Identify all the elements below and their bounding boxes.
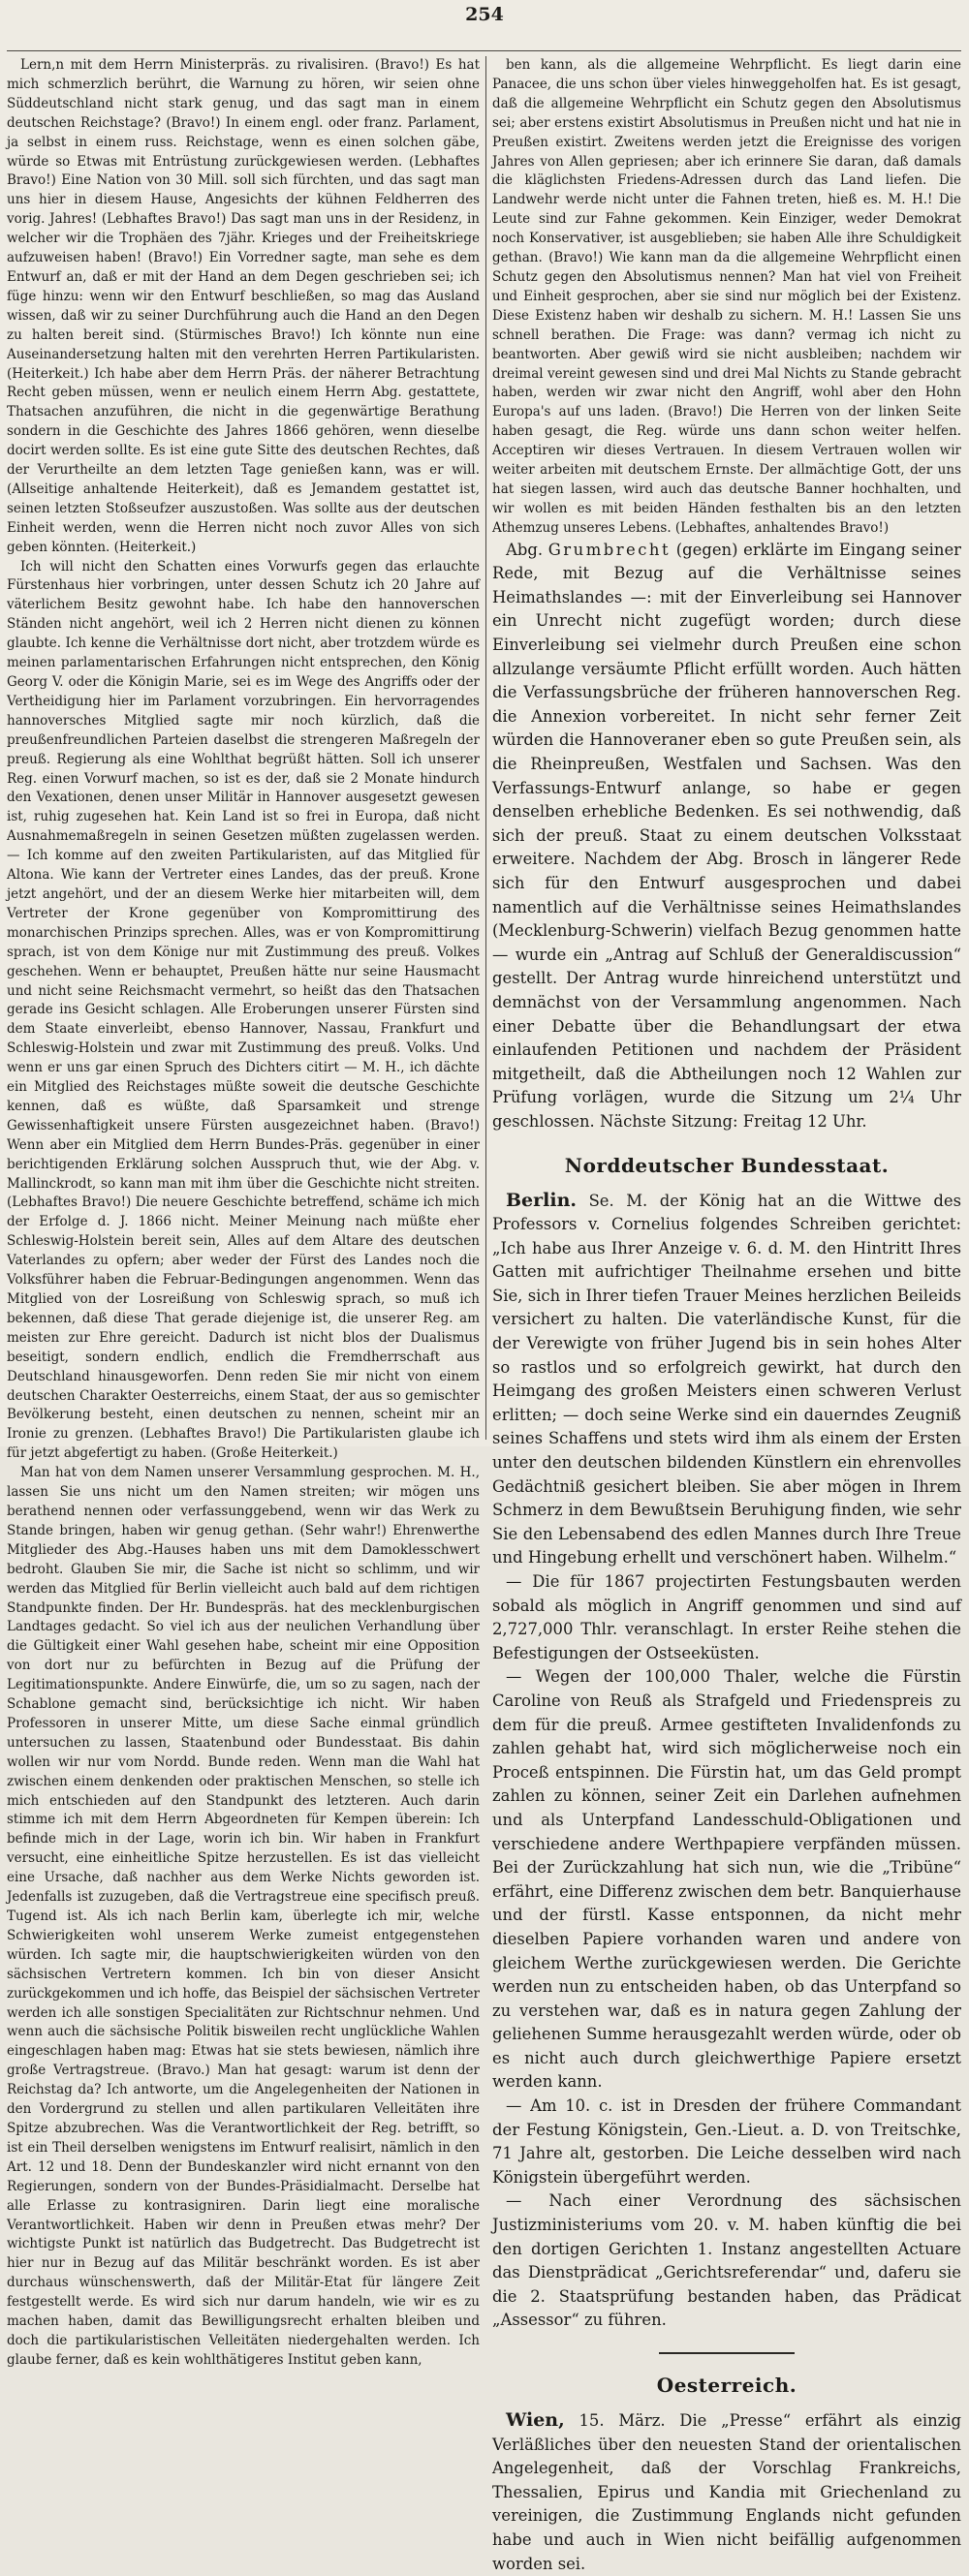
berlin-dateline: Berlin. bbox=[506, 1189, 578, 1211]
grumbrecht-name: Grumbrecht bbox=[547, 540, 672, 559]
wien-text: 15. März. Die „Presse“ erfährt als einzig Verläßliches über den neuesten Stand der orientalischen Angelegenheit, daß der Vorschlag Frankreichs, Thessalien, Epirus und Kandia mit Griechenland zu vereinigen, die Zustimmung Englands nicht gefunden habe und auch in Wien nicht beifällig aufgenommen worden sei. bbox=[492, 2411, 961, 2573]
speech-paragraph-1: Lern,n mit dem Herrn Ministerpräs. zu rivalisiren. (Bravo!) Es hat mich schmerzlich berührt, die Warnung zu hören, wir seien ohne Süddeutschland nicht stark genug, und das sagt man in einem deutschen Reichstage? (Bravo!) In einem engl. oder franz. Parlament, ja selbst in einem russ. Reichstage, wenn es einen solchen gäbe, würde so Etwas mit Entrüstung zurückgewiesen werden. (Lebhaftes Bravo!) Eine Nation von 30 Mill. soll sich fürchten, und das sagt man uns hier in diesem Hause, Angesichts der kühnen Feldherren des vorig. Jahres! (Lebhaftes Bravo!) Das sagt man uns in der Residenz, in welcher wir die Trophäen des 7jähr. Krieges und der Freiheitskriege aufzuweisen haben! (Bravo!) Ein Vorredner sagte, man sehe es dem Entwurf an, daß er mit der Hand an dem Degen geschrieben sei; ich füge hinzu: wenn wir den Entwurf beschließen, so mag das Ausland wissen, daß wir zu seiner Durchführung auch die Hand an den Degen zu halten bereit sind. (Stürmisches Bravo!) Ich könnte nun eine Auseinandersetzung halten mit den verehrten Herren Partikularisten. (Heiterkeit.) Ich habe aber dem Herrn Präs. der näherer Betrachtung Recht geben müssen, wenn er neulich einem Herrn Abg. gestattete, Thatsachen anzuführen, die nicht in die gegenwärtige Berathung sondern in die Geschichte des Jahres 1866 gehören, wenn dieselbe docirt werden sollte. Es ist eine gute Sitte des deutschen Rechtes, daß der Verurtheilte an dem letzten Tage genießen kann, was er will. (Allseitige anhaltende Heiterkeit), daß es Jemandem gestattet ist, seinen letzten Stoßseufzer auszustoßen. Was sollte aus der deutschen Einheit werden, wenn die Herren nicht noch zuvor Alles von sich geben könnten. (Heiterkeit.) bbox=[7, 57, 480, 555]
header-rule bbox=[7, 50, 961, 51]
grumbrecht-text: (gegen) erklärte im Eingang seiner Rede, mit Bezug auf die Verhältnisse seines Heimathslandes —: mit der Einverleibung sei Hannover ein Unrecht nicht zugefügt worden; durch diese Einverleibung sei vielmehr durch Preußen eine schon allzulange versäumte Pflicht erfüllt worden. Auch hätten die Verfassungsbrüche der früheren hannoverschen Reg. die Annexion vorbereitet. In nicht sehr ferner Zeit würden die Hannoveraner eben so gute Preußen sein, als die Rheinpreußen, Westfalen und Sachsen. Was den Verfassungs-Entwurf anlange, so habe er gegen denselben erhebliche Bedenken. Es sei nothwendig, daß sich der preuß. Staat zu einem deutschen Volksstaat erweitere. Nachdem der Abg. Brosch in längerer Rede sich für den Entwurf ausgesprochen und dabei namentlich auf die Verhältnisse seines Heimathslandes (Mecklenburg-Schwerin) vielfach Bezug genommen hatte — wurde ein „Antrag auf Schluß der Generaldiscussion“ gestellt. Der Antrag wurde hinreichend unterstützt und demnächst von der Versammlung angenommen. Nach einer Debatte über die Behandlungsart der etwa einlaufenden Petitionen und nachdem der Präsident mitgetheilt, daß die Abtheilungen noch 12 Wahlen zur Prüfung vorlägen, wurde die Sitzung um 2¼ Uhr geschlossen. Nächste Sitzung: Freitag 12 Uhr. bbox=[492, 540, 961, 1131]
berlin-text-4: — Am 10. c. ist in Dresden der frühere Commandant der Festung Königstein, Gen.-Lieut. a. D. von Treitschke, 71 Jahre alt, gestorben. Die Leiche desselben wird nach Königstein übergeführt werden. bbox=[492, 2096, 961, 2187]
right-column bbox=[492, 56, 961, 2573]
grumbrecht-report bbox=[492, 539, 961, 1134]
left-column bbox=[7, 56, 480, 2368]
column-divider bbox=[485, 56, 486, 1440]
wien-dateline: Wien, bbox=[506, 2409, 565, 2431]
berlin-text-5: — Nach einer Verordnung des sächsischen Justizministeriums vom 20. v. M. haben künftig die bei den dortigen Gerichten 1. Instanz angestellten Actuare das Dienstprädicat „Gerichtsreferendar“ und, daferu sie die 2. Staatsprüfung bestanden haben, das Prädicat „Assessor“ zu führen. bbox=[492, 2191, 961, 2330]
speech-paragraph-3: Man hat von dem Namen unserer Versammlung gesprochen. M. H., lassen Sie uns nicht um den Namen streiten; wir mögen uns berathend nennen oder verfassunggebend, wenn wir das Werk zu Stande bringen, haben wir genug gethan. (Sehr wahr!) Ehrenwerthe Mitglieder des Abg.-Hauses haben uns mit dem Damoklesschwert bedroht. Glauben Sie mir, die Sache ist nicht so schlimm, und wir werden das Mitglied für Berlin vielleicht auch bald auf dem richtigen Standpunkte finden. Der Hr. Bundespräs. hat des mecklenburgischen Landtages gedacht. So viel ich aus der neulichen Verhandlung über die Gültigkeit einer Wahl gesehen habe, scheint mir eine Opposition von dort nur zu befürchten in Bezug auf die Prüfung der Legitimationspunkte. Andere Einwürfe, die, um so zu sagen, nach der Schablone gemacht sind, berücksichtige ich nicht. Wir haben Professoren in unserer Mitte, um diese Sache einmal gründlich untersuchen zu lassen, Staatenbund oder Bundesstaat. Bis dahin wollen wir nur vom Nordd. Bunde reden. Wenn man die Wahl hat zwischen einem denkenden oder praktischen Menschen, so stelle ich mich entschieden auf den Standpunkt des letzteren. Auch darin stimme ich mit dem Herrn Abgeordneten für Kempen überein: Ich befinde mich in der Lage, worin ich bin. Wir haben in Frankfurt versucht, eine einheitliche Spitze herzustellen. Es ist das vielleicht eine Ursache, daß nachher aus dem Werke Nichts geworden ist. Jedenfalls ist zuzugeben, daß die Vertragstreue eine specifisch preuß. Tugend ist. Als ich nach Berlin kam, überlegte ich mir, welche Schwierigkeiten wohl unserem Werke zumeist entgegenstehen würden. Ich sagte mir, die hauptschwierigkeiten würden von den sächsischen Vertretern kommen. Ich bin von dieser Ansicht zurückgekommen und ich hoffe, das Beispiel der sächsischen Vertreter werden ich alle sonstigen Specialitäten zur Richtschnur nehmen. Und wenn auch die sächsische Politik bisweilen recht unglückliche Wahlen eingeschlagen haben mag: Etwas hat sie stets bewiesen, nämlich ihre große Vertragstreue. (Bravo.) Man hat gesagt: warum ist denn der Reichstag da? Ich antworte, um die Angelegenheiten der Nationen in den Vordergrund zu stellen und allen partikularen Velleitäten ihre Spitze abzubrechen. Was die Verantwortlichkeit der Reg. betrifft, so ist ein Theil derselben wenigstens im Entwurf realisirt, nämlich in den Art. 12 und 18. Denn der Bundeskanzler wird nicht ernannt von den Regierungen, sondern von der Bundes-Präsidialmacht. Derselbe hat alle Erlasse zu kontrasigniren. Darin liegt eine moralische Verantwortlichkeit. Haben wir denn in Preußen etwas mehr? Der wichtigste Punkt ist natürlich das Budgetrecht. Das Budgetrecht ist hier nur in Bezug auf das Militär beschränkt worden. Es ist aber durchaus wünschenswerth, daß der Militär-Etat für längere Zeit festgestellt werde. Es wird sich nur darum handeln, wie wir es zu machen haben, damit das Bewilligungsrecht erhalten bleiben und doch die partikularistischen Velleitäten niedergehalten werden. Ich glaube ferner, daß es kein wohlthätigeres Institut geben kann, bbox=[7, 1465, 480, 2368]
speech-continuation: ben kann, als die allgemeine Wehrpflicht. Es liegt darin eine Panacee, die uns schon über vieles hinweggeholfen hat. Es ist gesagt, daß die allgemeine Wehrpflicht ein Schutz gegen den Absolutismus sei; aber erstens existirt Absolutismus in Preußen nicht und hat nie in Preußen existirt. Zweitens werden jetzt die Ereignisse des vorigen Jahres von Allen gepriesen; aber ich erinnere Sie daran, daß damals die kläglichsten Friedens-Adressen durch das Land liefen. Die Landwehr werde nicht unter die Fahnen treten, hieß es. M. H.! Die Leute sind zur Fahne gekommen. Kein Einziger, weder Demokrat noch Konservativer, ist ausgeblieben; sie haben Alle ihre Schuldigkeit gethan. (Bravo!) Wie kann man da die allgemeine Wehrpflicht einen Schutz gegen den Absolutismus nennen? Man hat viel von Freiheit und Einheit gesprochen, aber sie sind nur möglich bei der Existenz. Diese Existenz haben wir deshalb zu sichern. M. H.! Lassen Sie uns schnell berathen. Die Frage: was dann? vermag ich nicht zu beantworten. Aber gewiß wird sie nicht ausbleiben; nachdem wir dreimal vereint gewesen sind und drei Mal Nichts zu Stande gebracht haben, werden wir zwar nicht den Angriff, wohl aber den Hohn Europa's auf uns laden. (Bravo!) Die Herren von der linken Seite haben gesagt, die Reg. würde uns dann schon weiter helfen. Acceptiren wir dieses Vertrauen. In diesem Vertrauen wollen wir weiter arbeiten mit deutschem Ernste. Der allmächtige Gott, der uns hat siegen lassen, wird auch das deutsche Banner hochhalten, und wir wollen es mit beiden Händen festhalten bis an den letzten Athemzug unseres Lebens. (Lebhaftes, anhaltendes Bravo!) bbox=[492, 57, 961, 536]
speech-paragraph-2: Ich will nicht den Schatten eines Vorwurfs gegen das erlauchte Fürstenhaus hier vorbringen, unter dessen Schutz ich 20 Jahre auf väterlichem Besitz gewohnt habe. Ich habe den hannoverschen Ständen nicht angehört, weil ich 2 Herren nicht dienen zu können glaubte. Ich kenne die Verhältnisse dort nicht, aber trotzdem würde es meinen parlamentarischen Erfahrungen nicht entsprechen, den König Georg V. oder die Königin Marie, sei es im Wege des Angriffs oder der Vertheidigung hier im Parlament vorzubringen. Ein hervorragendes hannoversches Mitglied sagte mir noch kürzlich, daß die preußenfreundlichen Parteien daselbst die strengeren Maßregeln der preuß. Regierung als eine Wohlthat begrüßt hätten. Soll ich unserer Reg. einen Vorwurf machen, so ist es der, daß sie 2 Monate hindurch den Vexationen, denen unser Militär in Hannover ausgesetzt gewesen ist, ruhig zugesehen hat. Kein Land ist so frei in Europa, daß nicht Ausnahmemaßregeln in seinen Gesetzen müßten zugelassen werden. — Ich komme auf den zweiten Partikularisten, auf das Mitglied für Altona. Wie kann der Vertreter eines Landes, das der preuß. Krone jetzt angehört, und der an diesem Werke hier mitarbeiten will, dem Vertreter der Krone gegenüber von Kompromittirung des monarchischen Prinzips sprechen. Alles, was er von Kompromittirung sprach, ist von dem Könige nur mit Zustimmung des preuß. Volkes geschehen. Wenn er behauptet, Preußen hätte nur seine Hausmacht und nicht seine Reichsmacht vermehrt, so heißt das den Thatsachen gerade ins Gesicht schlagen. Alle Eroberungen unserer Fürsten sind dem Staate einverleibt, ebenso Hannover, Nassau, Frankfurt und Schleswig-Holstein und zwar mit Zustimmung des preuß. Volks. Und wenn er uns gar einen Spruch des Dichters citirt — M. H., ich dächte ein Mitglied des Reichstages müßte soweit die deutsche Geschichte kennen, daß es wüßte, daß Sparsamkeit und strenge Gewissenhaftigkeit unsere Fürsten ausgezeichnet haben. (Bravo!) Wenn aber ein Mitglied dem Herrn Bundes-Präs. gegenüber in einer berichtigenden Erklärung solchen Ausspruch thut, wie der Abg. v. Mallinckrodt, so kann man mit ihm über die Geschichte nicht streiten. (Lebhaftes Bravo!) Die neuere Geschichte betreffend, schäme ich mich der Erfolge d. J. 1866 nicht. Meiner Meinung nach müßte eher Schleswig-Holstein bereit sein, Alles auf dem Altare des deutschen Vaterlandes zu opfern; aber weder der Fürst des Landes noch die Volksführer haben die Februar-Bedingungen angenommen. Wenn das Mitglied von der Losreißung von Schleswig sprach, so muß ich bekennen, daß diese That gerade diejenige ist, die unserer Reg. am meisten zur Ehre gereicht. Dadurch ist nicht blos der Dualismus beseitigt, sondern endlich, endlich die Fremdherrschaft aus Deutschland hinausgeworfen. Denn reden Sie mir nicht von einem deutschen Charakter Oesterreichs, einem Staat, der aus so gemischter Bevölkerung besteht, einen deutschen zu nennen, scheint mir an Ironie zu grenzen. (Lebhaftes Bravo!) Die Partikularisten glaube ich für jetzt abgefertigt zu haben. (Große Heiterkeit.) bbox=[7, 558, 480, 1462]
berlin-text-2: — Die für 1867 projectirten Festungsbauten werden sobald als möglich in Angriff genommen und sind auf 2,727,000 Thlr. veranschlagt. In erster Reihe stehen die Befestigungen der Ostseeküsten. bbox=[492, 1572, 961, 1662]
wien-report bbox=[492, 2408, 961, 2576]
berlin-reports bbox=[492, 1189, 961, 2334]
section-heading-bundesstaat: Norddeutscher Bundesstaat. bbox=[564, 1153, 890, 1177]
page-number: 254 bbox=[465, 4, 504, 25]
grumbrecht-lead: Abg. bbox=[506, 540, 544, 559]
berlin-text-1: Se. M. der König hat an die Wittwe des Professors v. Cornelius folgendes Schreiben gerichtet: „Ich habe aus Ihrer Anzeige v. 6. d. M. den Hintritt Ihres Gatten mit aufrichtiger Theilnahme ersehen und bitte Sie, sich in Ihrer tiefen Trauer Meines herzlichen Beileids versichert zu halten. Die vaterländische Kunst, für die der Verewigte von früher Jugend bis in sein hohes Alter so rastlos und so erfolgreich gewirkt, hat durch den Heimgang des großen Meisters einen schweren Verlust erlitten; — doch seine Werke sind ein dauerndes Zeugniß seines Schaffens und stets wird ihm als einem der Ersten unter den deutschen bildenden Künstlern ein ehrenvolles Gedächtniß gesichert bleiben. Sie aber mögen in Ihrem Schmerz in dem Bewußtsein Beruhigung finden, wie sehr Sie den Lebensabend des edlen Mannes durch Ihre Treue und Hingebung erhellt und verschönert haben. Wilhelm.“ bbox=[492, 1191, 961, 1567]
section-separator bbox=[659, 2352, 795, 2354]
berlin-text-3: — Wegen der 100,000 Thaler, welche die Fürstin Caroline von Reuß als Strafgeld und Friedenspreis zu dem für die preuß. Armee gestifteten Invalidenfonds zu zahlen gehabt hat, wird sich möglicherweise noch ein Proceß entspinnen. Die Fürstin hat, um das Geld prompt zahlen zu können, seiner Zeit ein Darlehen aufnehmen und als Unterpfand Landesschuld-Obligationen und verschiedene andere Werthpapiere verpfänden müssen. Bei der Zurückzahlung hat sich nun, wie die „Tribüne“ erfährt, eine Differenz zwischen dem betr. Banquierhause und der fürstl. Kasse entsponnen, da nicht mehr dieselben Papiere vorhanden waren und andere von gleichem Werthe zurückgewiesen werden. Die Gerichte werden nun zu entscheiden haben, ob das Unterpfand so zu verstehen war, daß es in natura gegen Zahlung der geliehenen Summe herausgezahlt werden würde, oder ob es nicht auch durch gleichwerthige Papiere ersetzt werden kann. bbox=[492, 1667, 961, 2092]
section-heading-oesterreich: Oesterreich. bbox=[656, 2374, 797, 2397]
